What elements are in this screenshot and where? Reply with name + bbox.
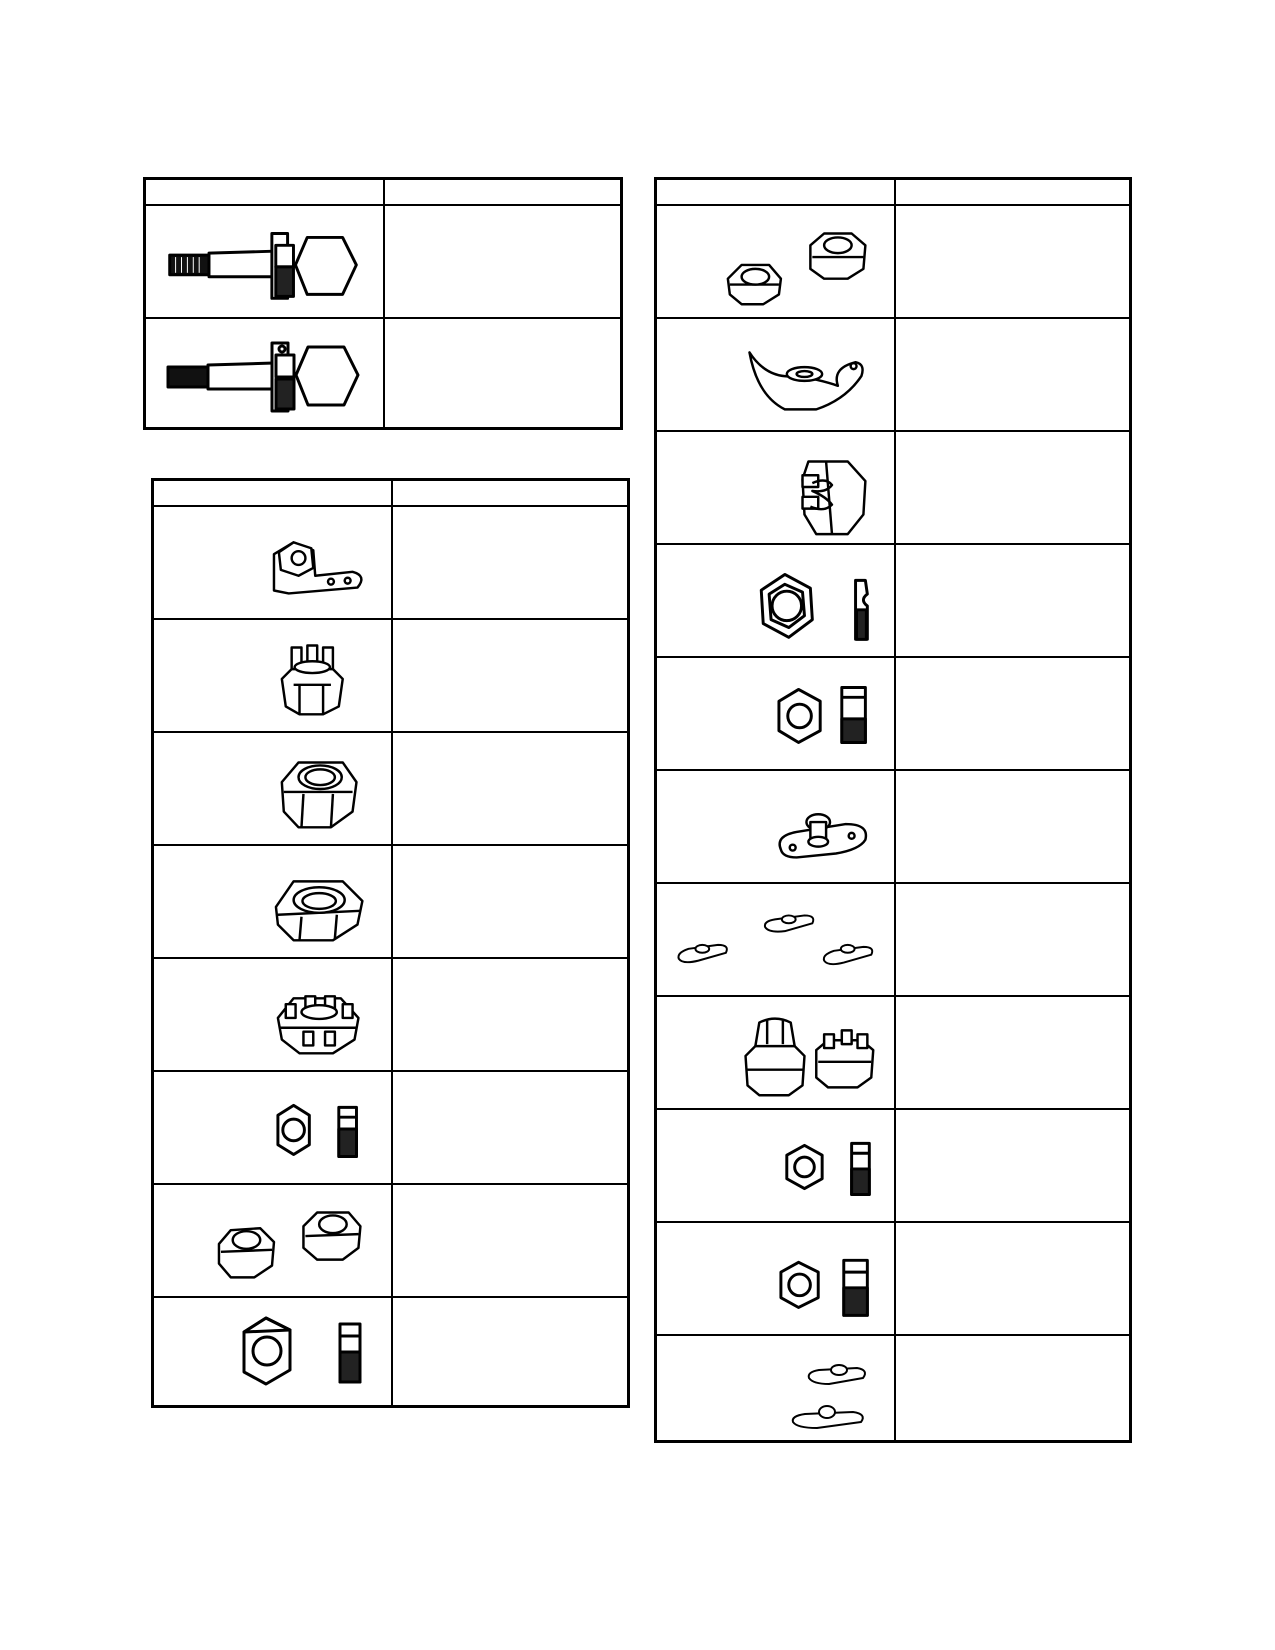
self-locking-nut-pair-icon bbox=[657, 206, 894, 317]
hex-head-bolt-drilled-icon bbox=[146, 319, 383, 427]
row-description bbox=[385, 206, 620, 317]
self-locking-thin-nut-icon bbox=[657, 1223, 894, 1334]
table-row bbox=[657, 771, 1129, 884]
castellated-self-locking-nut-pair-icon bbox=[657, 997, 894, 1108]
row-description bbox=[385, 319, 620, 427]
row-description bbox=[896, 545, 1129, 656]
thin-castellated-nut-icon bbox=[154, 959, 391, 1070]
hex-nut-side-view-icon bbox=[154, 1072, 391, 1183]
table-row bbox=[657, 884, 1129, 997]
row-description bbox=[896, 1336, 1129, 1440]
row-description bbox=[393, 1072, 627, 1183]
row-description bbox=[896, 1110, 1129, 1221]
table-header bbox=[657, 180, 1129, 206]
row-description bbox=[896, 319, 1129, 430]
table-row bbox=[657, 545, 1129, 658]
castellated-shear-nut-icon bbox=[657, 432, 894, 543]
table-row bbox=[154, 959, 627, 1072]
thin-hex-nut-icon bbox=[154, 846, 391, 957]
table-row bbox=[146, 319, 620, 427]
plain-hex-nut-icon bbox=[154, 733, 391, 844]
table-row bbox=[657, 319, 1129, 432]
table-row bbox=[154, 733, 627, 846]
self-locking-nut-pair-icon bbox=[154, 1185, 391, 1296]
row-description bbox=[896, 884, 1129, 995]
hex-head-bolt-icon bbox=[146, 206, 383, 317]
table-row bbox=[657, 1336, 1129, 1440]
row-description bbox=[896, 771, 1129, 882]
row-description bbox=[393, 733, 627, 844]
row-description bbox=[896, 432, 1129, 543]
table-row bbox=[657, 658, 1129, 771]
table-row bbox=[154, 1185, 627, 1298]
row-description bbox=[393, 507, 627, 618]
table-row bbox=[657, 206, 1129, 319]
row-description bbox=[896, 206, 1129, 317]
large-hex-nut-side-view-icon bbox=[154, 1298, 391, 1405]
anchor-nut-icon bbox=[154, 507, 391, 618]
hex-nut-side-view-icon bbox=[657, 658, 894, 769]
table-row bbox=[154, 620, 627, 733]
table-row bbox=[146, 206, 620, 319]
table-row bbox=[154, 846, 627, 959]
star-lock-nut-icon bbox=[657, 545, 894, 656]
table-row bbox=[657, 1110, 1129, 1223]
table-row bbox=[657, 432, 1129, 545]
row-description bbox=[896, 997, 1129, 1108]
row-description bbox=[393, 846, 627, 957]
anchor-nut-set-icon bbox=[657, 884, 894, 995]
floating-anchor-nut-icon bbox=[657, 771, 894, 882]
wing-nut-icon bbox=[657, 319, 894, 430]
row-description bbox=[393, 620, 627, 731]
row-description bbox=[393, 1298, 627, 1405]
nut-table-left bbox=[151, 478, 630, 1408]
table-row bbox=[657, 1223, 1129, 1336]
row-description bbox=[896, 658, 1129, 769]
thin-hex-nut-side-view-icon bbox=[657, 1110, 894, 1221]
row-description bbox=[393, 1185, 627, 1296]
table-row bbox=[154, 1072, 627, 1185]
table-row bbox=[154, 507, 627, 620]
castellated-nut-icon bbox=[154, 620, 391, 731]
nut-table-right bbox=[654, 177, 1132, 1443]
table-row bbox=[154, 1298, 627, 1405]
row-description bbox=[393, 959, 627, 1070]
bolt-table bbox=[143, 177, 623, 430]
two-lug-anchor-nut-icon bbox=[657, 1336, 894, 1440]
row-description bbox=[896, 1223, 1129, 1334]
table-row bbox=[657, 997, 1129, 1110]
